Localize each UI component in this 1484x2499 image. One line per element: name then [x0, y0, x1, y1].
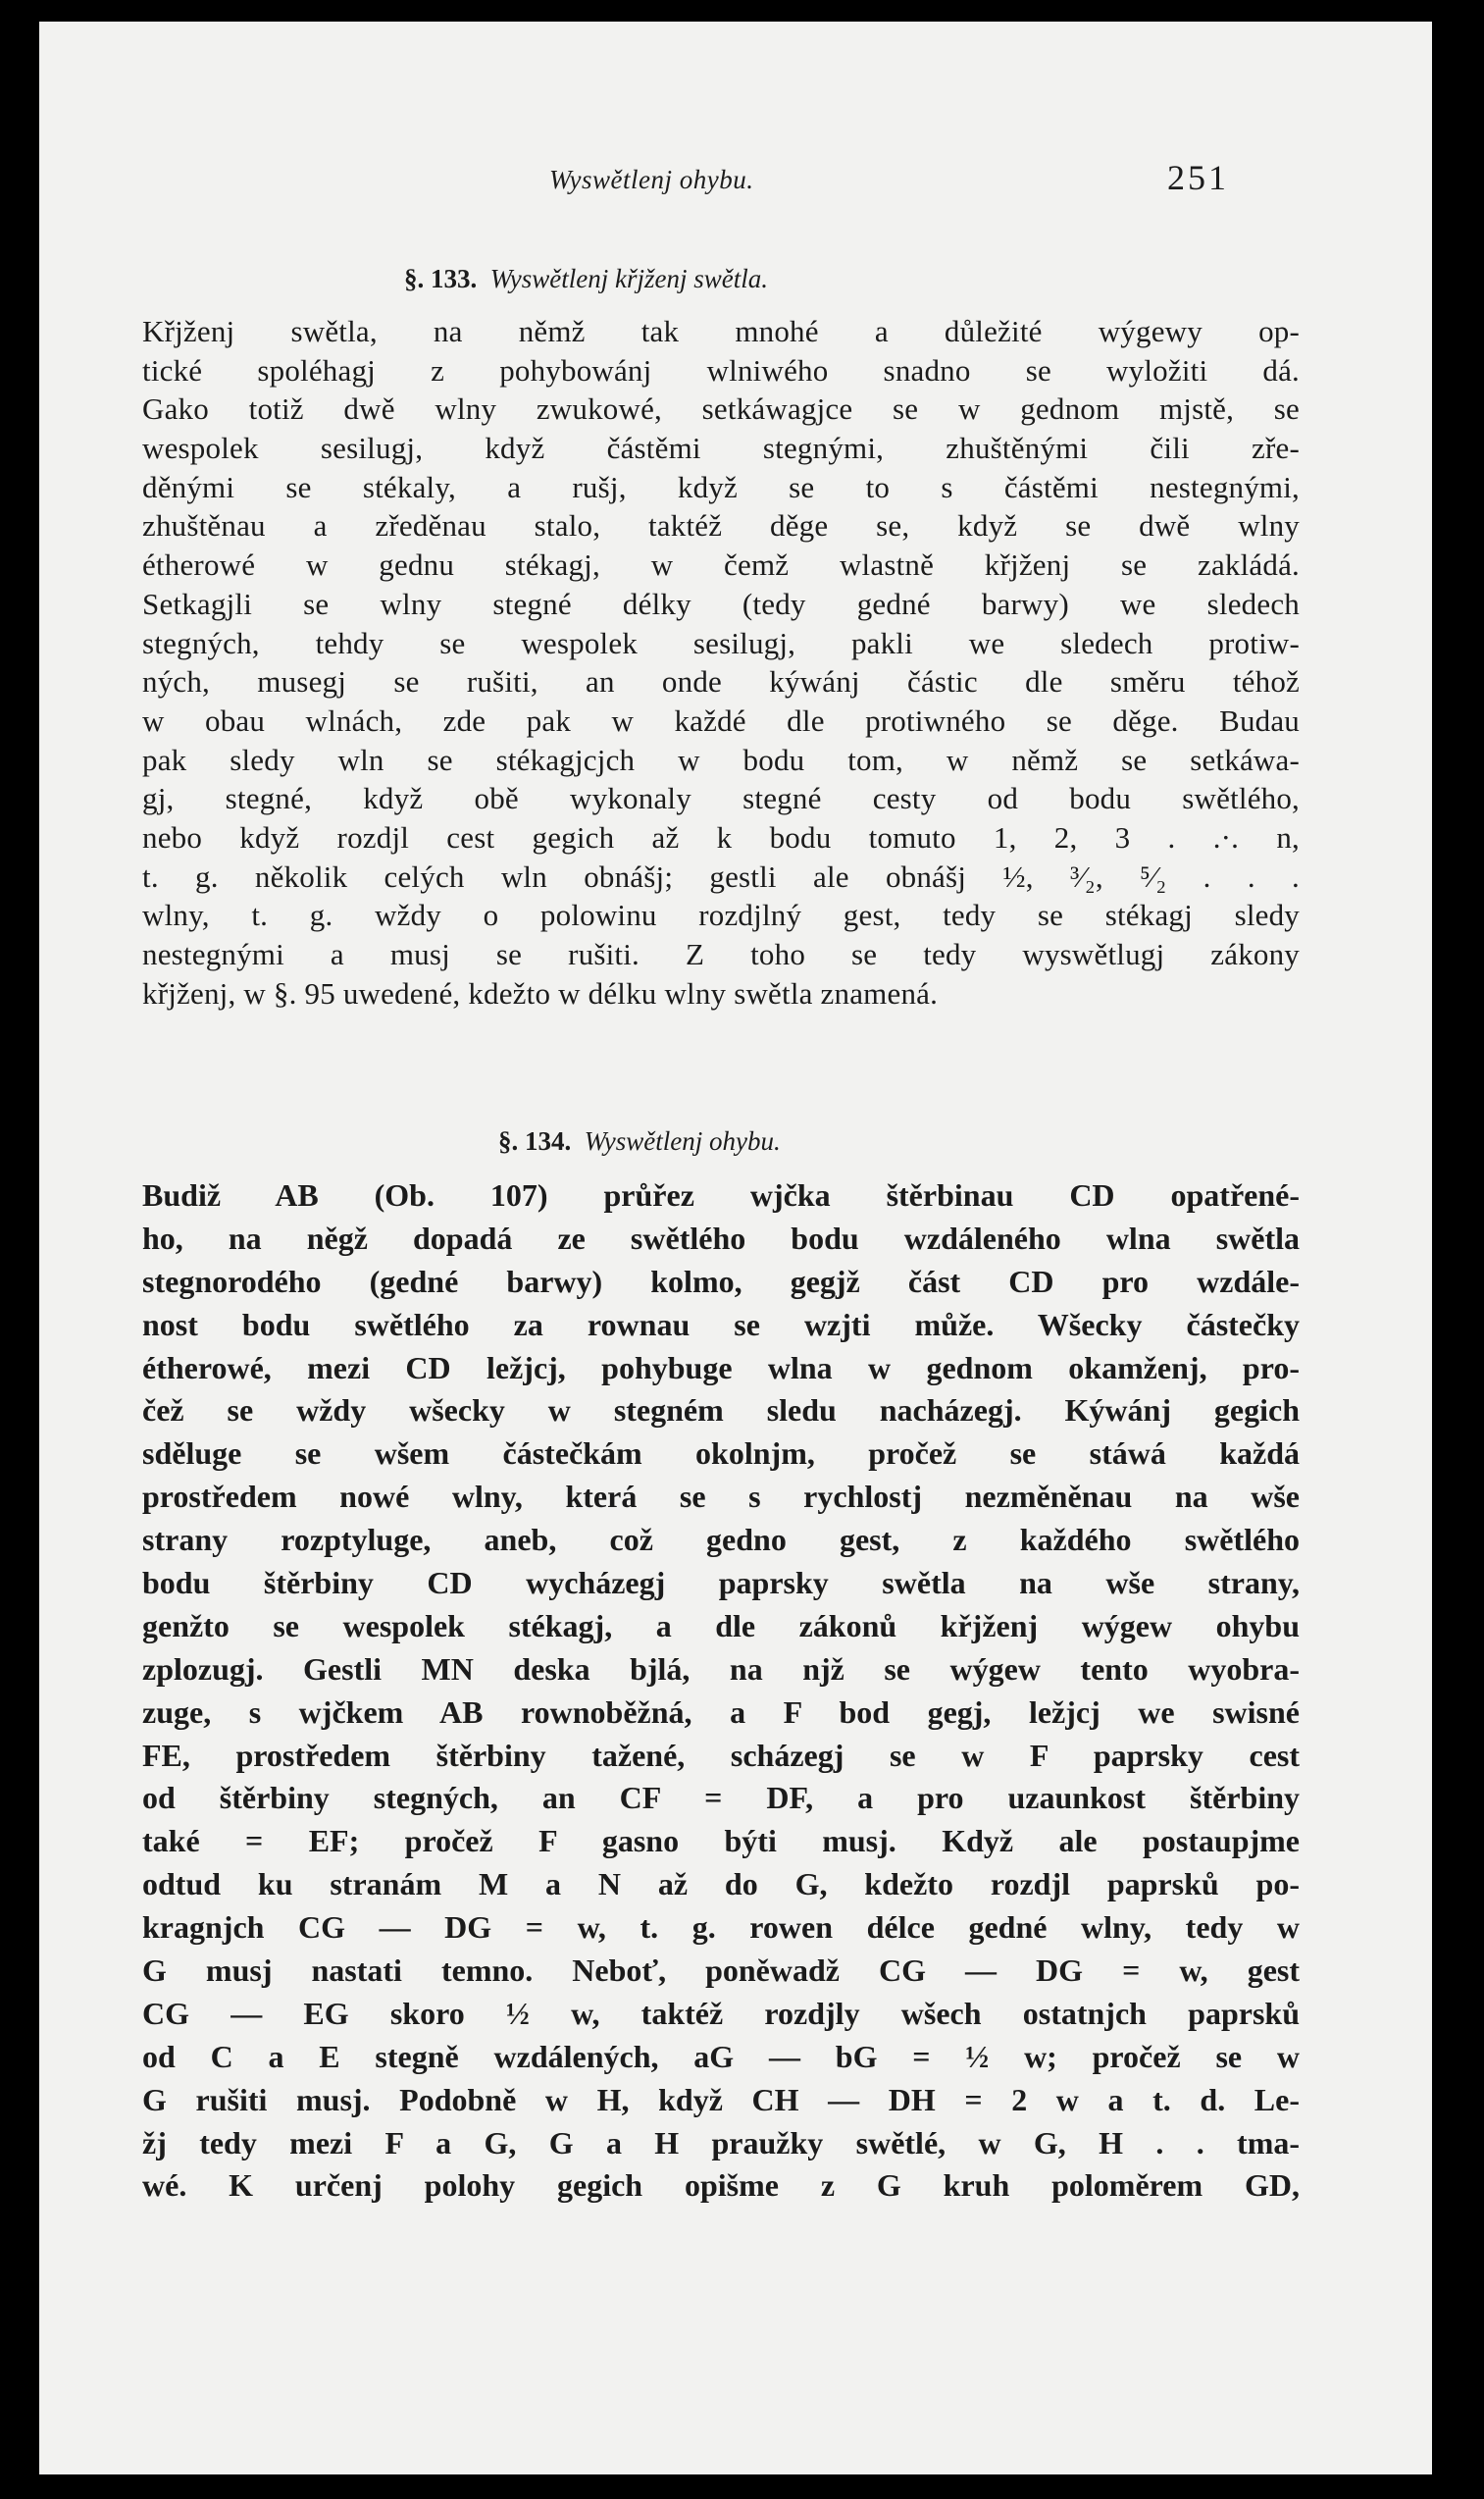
text-line: tické spoléhagj z pohybowánj wlniwého snadno se wyložiti dá. [142, 352, 1300, 388]
page-number: 251 [1167, 158, 1229, 197]
section-number: §. 133. [404, 264, 478, 293]
section-heading-133 [404, 264, 768, 294]
text-line: wé. K určenj polohy gegich opišme z G kruh poloměrem GD, [142, 2167, 1300, 2204]
text-line: sděluge se wšem částečkám okolnjm, pročež se stáwá každá [142, 1435, 1300, 1472]
text-line: nost bodu swětlého za rownau se wzjti může. Wšecky částečky [142, 1306, 1300, 1342]
text-line: žj tedy mezi F a G, G a H praužky swětlé, w G, H . . tma- [142, 2124, 1300, 2161]
text-line: FE, prostředem štěrbiny tažené, scházegj se w F paprsky cest [142, 1737, 1300, 1773]
text-line: étherowé, mezi CD ležjcj, pohybuge wlna w gednom okamženj, pro- [142, 1349, 1300, 1385]
section-title: Wyswětlenj křjženj swětla. [489, 264, 768, 293]
text-line: Křjženj swětla, na němž tak mnohé a důležité wýgewy op- [142, 314, 1300, 348]
text-line: stegných, tehdy se wespolek sesilugj, pakli we sledech protiw- [142, 625, 1300, 660]
text-line: Setkagjli se wlny stegné délky (tedy gedné barwy) we sledech [142, 586, 1300, 621]
text-line: zuge, s wjčkem AB rownoběžná, a F bod gegj, ležjcj we swisné [142, 1693, 1300, 1730]
text-line: bodu štěrbiny CD wycházegj paprsky swětla na wše strany, [142, 1565, 1300, 1601]
section-133-body [142, 312, 1300, 1013]
running-head: Wyswětlenj ohybu. [549, 165, 754, 194]
text-line: wlny, t. g. wždy o polowinu rozdjlný gest, tedy se stékagj sledy [142, 898, 1300, 933]
text-line: odtud ku stranám M a N až do G, kdežto rozdjl paprsků po- [142, 1866, 1300, 1902]
text-line: pak sledy wln se stékagjcjch w bodu tom, w němž se setkáwa- [142, 742, 1300, 777]
text-line: zplozugj. Gestli MN deska bjlá, na njž se wýgew tento wyobra- [142, 1650, 1300, 1687]
text-line: stegnorodého (gedné barwy) kolmo, gegjž část CD pro wzdále- [142, 1263, 1300, 1299]
text-line: ných, musegj se rušiti, an onde kýwánj částic dle směru téhož [142, 664, 1300, 700]
book-page [39, 22, 1432, 2474]
text-line: čež se wždy wšecky w stegném sledu nacházegj. Kýwánj gegich [142, 1392, 1300, 1429]
text-line: od C a E stegně wzdálených, aG — bG = ½ w; pročež se w [142, 2038, 1300, 2074]
text-line: G rušiti musj. Podobně w H, když CH — DH = 2 w a t. d. Le- [142, 2081, 1300, 2117]
text-line: gj, stegné, když obě wykonaly stegné cesty od bodu swětlého, [142, 781, 1300, 816]
text-line: Gako totiž dwě wlny zwukowé, setkáwagjce se w gednom mjstě, se [142, 391, 1300, 427]
text-line: zhuštěnau a zředěnau stalo, taktéž děge se, když se dwě wlny [142, 508, 1300, 544]
text-line: děnými se stékaly, a rušj, když se to s částěmi nestegnými, [142, 469, 1300, 504]
section-title: Wyswětlenj ohybu. [584, 1126, 781, 1156]
text-line: od štěrbiny stegných, an CF = DF, a pro uzaunkost štěrbiny [142, 1780, 1300, 1816]
text-line: Budiž AB (Ob. 107) průřez wjčka štěrbinau CD opatřené- [142, 1177, 1300, 1213]
section-heading-134 [498, 1126, 781, 1157]
page-header [39, 147, 1432, 206]
text-line: t. g. několik celých wln obnášj; gestli ale obnášj ½, ³⁄₂, ⁵⁄₂ . . . [142, 859, 1300, 894]
text-line: w obau wlnách, zde pak w každé dle protiwného se děge. Budau [142, 703, 1300, 738]
text-line: strany rozptyluge, aneb, což gedno gest, z každého swětlého [142, 1522, 1300, 1558]
text-line: také = EF; pročež F gasno býti musj. Když ale postaupjme [142, 1823, 1300, 1859]
text-line: ho, na něgž dopadá ze swětlého bodu wzdáleného wlna swětla [142, 1220, 1300, 1256]
text-line: genžto se wespolek stékagj, a dle zákonů křjženj wýgew ohybu [142, 1607, 1300, 1643]
text-line: křjženj, w §. 95 uwedené, kdežto w délku wlny swětla znamená. [142, 975, 939, 1011]
text-line: G musj nastati temno. Neboť, poněwadž CG — DG = w, gest [142, 1952, 1300, 1989]
section-134-body [142, 1174, 1300, 2208]
text-line: kragnjch CG — DG = w, t. g. rowen délce gedné wlny, tedy w [142, 1909, 1300, 1946]
text-line: étherowé w gednu stékagj, w čemž wlastně křjženj se zakládá. [142, 547, 1300, 583]
text-line: wespolek sesilugj, když částěmi stegnými, zhuštěnými čili zře- [142, 431, 1300, 466]
text-line: nestegnými a musj se rušiti. Z toho se tedy wyswětlugj zákony [142, 937, 1300, 971]
text-line: nebo když rozdjl cest gegich až k bodu tomuto 1, 2, 3 . .·. n, [142, 819, 1300, 855]
section-number: §. 134. [498, 1126, 572, 1156]
text-line: CG — EG skoro ½ w, taktéž rozdjly wšech ostatnjch paprsků [142, 1995, 1300, 2031]
text-line: prostředem nowé wlny, která se s rychlostj nezměněnau na wše [142, 1479, 1300, 1515]
